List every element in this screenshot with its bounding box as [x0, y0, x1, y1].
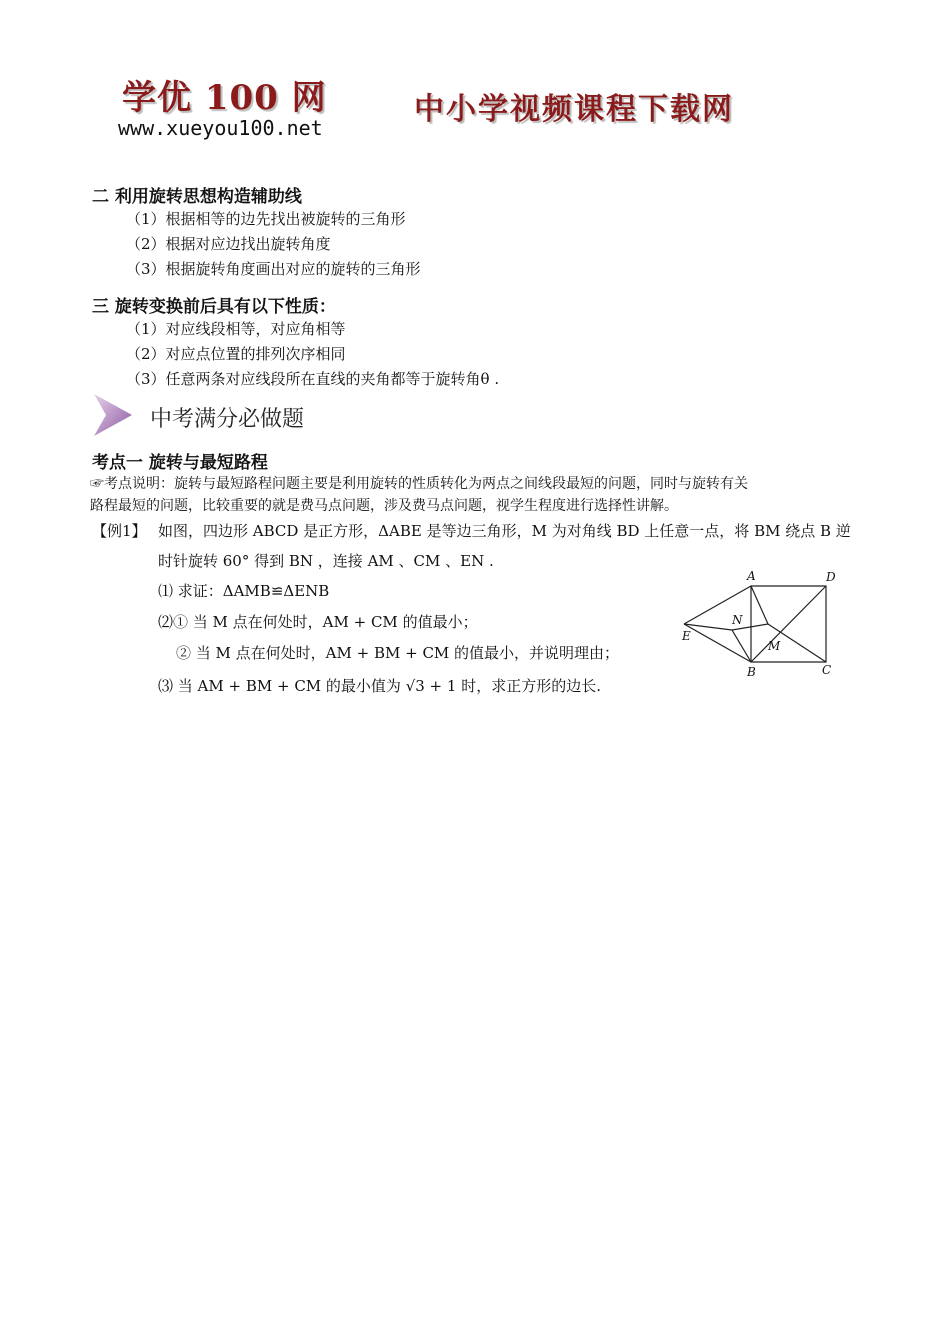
arrow-icon [92, 392, 134, 438]
section3-item-1: （1）对应线段相等，对应角相等 [126, 320, 346, 338]
diagonal-bd [751, 586, 826, 662]
logo-url: www.xueyou100.net [118, 116, 323, 140]
topic-description-line1: ☞考点说明：旋转与最短路程问题主要是利用旋转的性质转化为两点之间线段最短的问题，同时与旋转有关 [90, 476, 748, 492]
label-n: N [732, 613, 743, 627]
section3-item-2: （2）对应点位置的排列次序相同 [126, 345, 346, 363]
label-b: B [747, 665, 756, 679]
topic-description-line2: 路程最短的问题，比较重要的就是费马点问题，涉及费马点问题，视学生程度进行选择性讲解。 [90, 498, 678, 514]
label-m: M [768, 639, 781, 653]
question-2b: ② 当 M 点在何处时，AM + BM + CM 的值最小，并说明理由； [176, 644, 620, 662]
question-1: ⑴ 求证：ΔAMB≌ΔENB [158, 582, 330, 600]
question-3: ⑶ 当 AM + BM + CM 的最小值为 √3 + 1 时，求正方形的边长. [158, 677, 601, 695]
label-e: E [682, 629, 691, 643]
segment-en [684, 624, 732, 630]
segment-eb [684, 624, 751, 662]
logo-text: 学优 100 网 [122, 78, 327, 118]
section2-item-3: （3）根据旋转角度画出对应的旋转的三角形 [126, 260, 421, 278]
question-2a: ⑵① 当 M 点在何处时，AM + CM 的值最小； [158, 613, 478, 631]
section2-item-2: （2）根据对应边找出旋转角度 [126, 235, 331, 253]
banner-title: 中考满分必做题 [150, 407, 305, 432]
segment-am [751, 586, 768, 624]
section2-item-1: （1）根据相等的边先找出被旋转的三角形 [126, 210, 406, 228]
topic-title: 考点一 旋转与最短路程 [92, 453, 268, 473]
label-a: A [747, 569, 756, 583]
label-c: C [822, 663, 832, 677]
section3-title: 三 旋转变换前后具有以下性质： [92, 297, 336, 317]
section3-item-3: （3）任意两条对应线段所在直线的夹角都等于旋转角θ . [126, 370, 500, 388]
label-d: D [826, 570, 836, 584]
site-title: 中小学视频课程下载网 [414, 92, 734, 127]
section2-title: 二 利用旋转思想构造辅助线 [92, 187, 302, 207]
example-statement-line2: 时针旋转 60° 得到 BN ，连接 AM 、CM 、EN . [158, 552, 494, 570]
geometry-figure [676, 566, 846, 682]
example-tag: 【例1】 [92, 522, 147, 540]
example-statement-line1: 如图，四边形 ABCD 是正方形，ΔABE 是等边三角形，M 为对角线 BD 上任意一点，将 BM 绕点 B 逆 [158, 522, 851, 540]
